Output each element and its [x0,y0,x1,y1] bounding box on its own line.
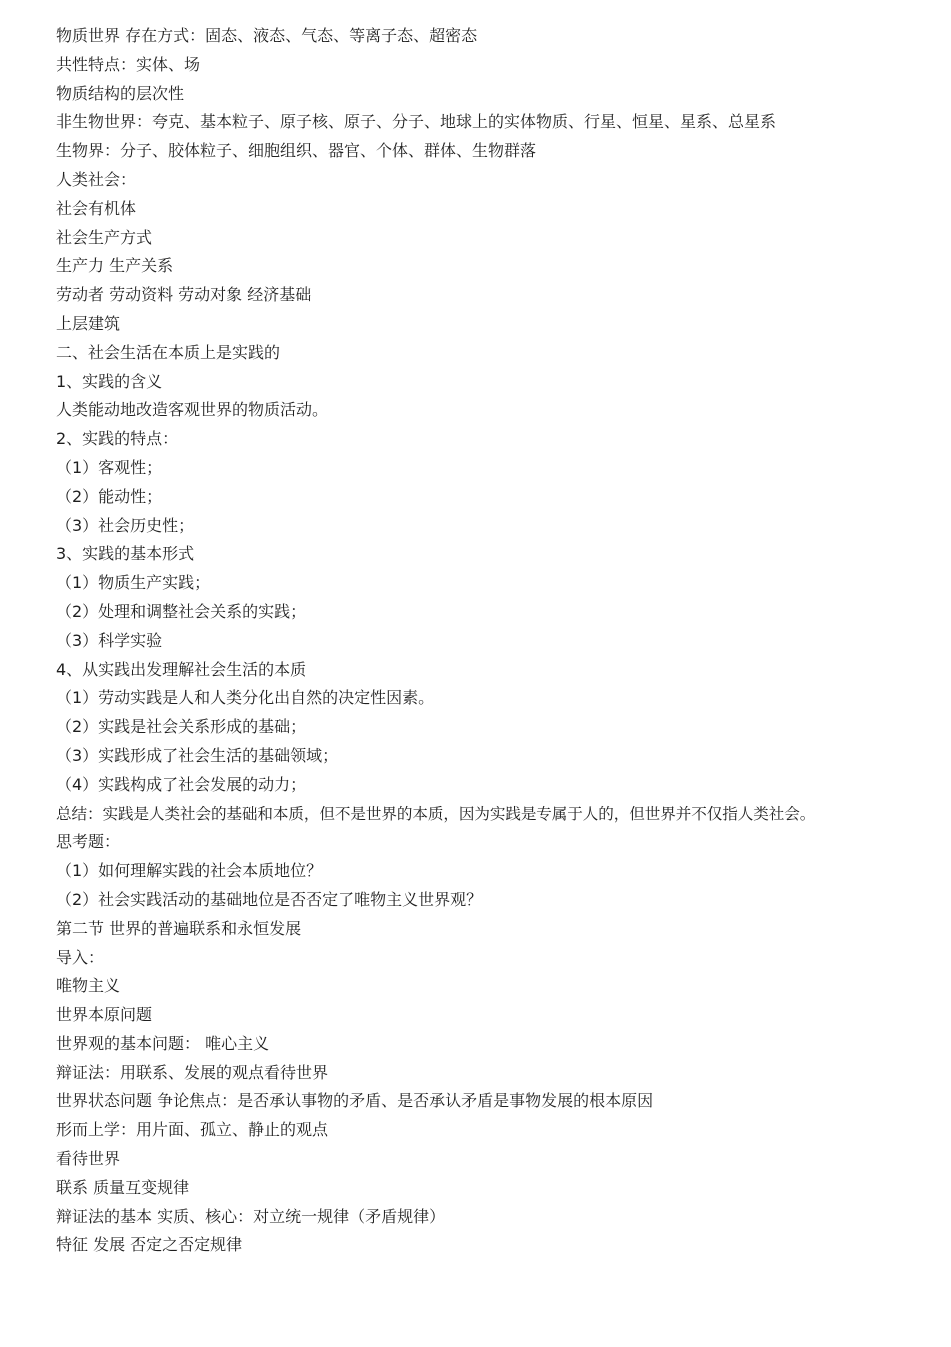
list-item: （2）社会实践活动的基础地位是否否定了唯物主义世界观？ [56,889,483,909]
list-item: （1）客观性； [56,457,163,477]
text-line: 唯物主义 [56,976,121,996]
text-line: 人类社会： [56,169,137,189]
text-line: 辩证法：用联系、发展的观点看待世界 [56,1062,329,1082]
text-line: 思考题： [56,832,121,852]
text-line: 劳动者 劳动资料 劳动对象 经济基础 [56,285,312,305]
list-item: （3）实践形成了社会生活的基础领域； [56,745,339,765]
text-line: 联系 质量互变规律 [56,1177,190,1197]
text-line: 社会有机体 [56,198,137,218]
list-item: （4）实践构成了社会发展的动力； [56,774,307,794]
text-line: 看待世界 [56,1149,121,1169]
document-body [56,22,936,1260]
text-line: 导入： [56,947,105,967]
text-line: 上层建筑 [56,313,121,333]
text-line: 世界观的基本问题： 唯心主义 [56,1033,270,1053]
subsection-heading: 3、实践的基本形式 [56,544,195,564]
text-line: 特征 发展 否定之否定规律 [56,1235,243,1255]
section-heading: 二、社会生活在本质上是实践的 [56,342,281,362]
list-item: （2）实践是社会关系形成的基础； [56,717,307,737]
list-item: （3）社会历史性； [56,515,195,535]
subsection-heading: 2、实践的特点： [56,429,179,449]
text-line: 世界本原问题 [56,1005,153,1025]
list-item: （1）劳动实践是人和人类分化出自然的决定性因素。 [56,688,435,708]
text-line: 社会生产方式 [56,227,153,247]
text-line: 非生物世界：夸克、基本粒子、原子核、原子、分子、地球上的实体物质、行星、恒星、星系、总星系 [56,112,777,132]
list-item: （1）物质生产实践； [56,573,211,593]
list-item: （2）能动性； [56,486,163,506]
text-line: 人类能动地改造客观世界的物质活动。 [56,400,329,420]
text-line: 生物界：分子、胶体粒子、细胞组织、器官、个体、群体、生物群落 [56,141,537,161]
text-line: 物质结构的层次性 [56,83,185,103]
text-line: 形而上学：用片面、孤立、静止的观点 [56,1120,329,1140]
subsection-heading: 1、实践的含义 [56,371,163,391]
text-line: 世界状态问题 争论焦点：是否承认事物的矛盾、是否承认矛盾是事物发展的根本原因 [56,1091,654,1111]
subsection-heading: 4、从实践出发理解社会生活的本质 [56,659,307,679]
list-item: （3）科学实验 [56,630,163,650]
text-line: 共性特点：实体、场 [56,54,201,74]
text-line: 物质世界 存在方式：固态、液态、气态、等离子态、超密态 [56,26,478,45]
section-heading: 第二节 世界的普遍联系和永恒发展 [56,918,302,938]
list-item: （2）处理和调整社会关系的实践； [56,601,307,621]
text-line: 辩证法的基本 实质、核心：对立统一规律（矛盾规律） [56,1206,446,1226]
list-item: （1）如何理解实践的社会本质地位？ [56,861,323,881]
summary-line: 总结：实践是人类社会的基础和本质，但不是世界的本质，因为实践是专属于人的，但世界并不仅指人类社会。 [56,804,816,823]
text-line: 生产力 生产关系 [56,256,174,276]
